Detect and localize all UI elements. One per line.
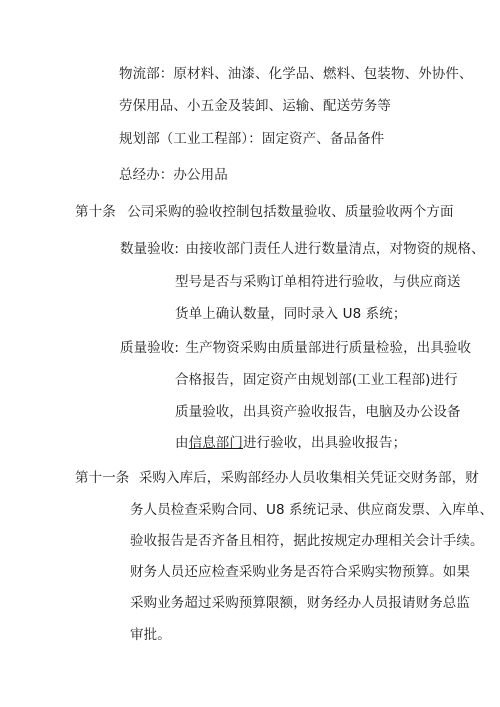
article-11-line-2: 务人员检查采购合同、U8 系统记录、供应商发票、入库单、: [130, 502, 494, 518]
quality-inspection-line-4: [175, 434, 406, 452]
article-11-line-5: 采购业务超过采购预算限额，财务经办人员报请财务总监: [130, 595, 470, 611]
quantity-inspection-line-2: 型号是否与采购订单相符进行验收，与供应商送: [175, 274, 461, 290]
article-10-text: 公司采购的验收控制包括数量验收、质量验收两个方面: [127, 204, 454, 220]
article-10-label: 第十条: [75, 204, 116, 220]
quality-inspection-line-1: [120, 339, 471, 357]
quality-inspection-line-3: 质量验收，出具资产验收报告，电脑及办公设备: [175, 404, 461, 420]
quantity-inspection-line-3: 货单上确认数量，同时录入 U8 系统；: [175, 306, 407, 322]
article-11-label: 第十一条: [75, 470, 130, 486]
article-11-line-6: 审批。: [130, 627, 171, 643]
quality-inspection-line-2: 合格报告，固定资产由规划部(工业工程部)进行: [175, 372, 458, 388]
dept-logistics-line-2: 劳保用品、小五金及装卸、运输、配送劳务等: [119, 98, 391, 114]
article-11-line-3: 验收报告是否齐备且相符，据此按规定办理相关会计手续。: [130, 533, 484, 549]
quality-inspection-text-1: 生产物资采购由质量部进行质量检验，出具验收: [185, 340, 472, 356]
dept-logistics-line-1: 物流部：原材料、油漆、化学品、燃料、包装物、外协件、: [119, 66, 473, 82]
quality-inspection-label: 质量验收:: [120, 340, 180, 356]
quantity-inspection-line-1: [120, 240, 485, 258]
article-11-text-1: 采购入库后，采购部经办人员收集相关凭证交财务部，财: [138, 470, 479, 486]
quantity-inspection-label: 数量验收:: [120, 241, 180, 257]
article-11-line-1: [75, 469, 479, 487]
dept-planning: 规划部（工业工程部）：固定资产、备品备件: [119, 131, 385, 147]
article-11-line-4: 财务人员还应检查采购业务是否符合采购实物预算。如果: [130, 564, 470, 580]
quantity-inspection-text-1: 由接收部门责任人进行数量清点，对物资的规格、: [185, 241, 485, 257]
article-10-heading: [75, 203, 454, 221]
quality-inspection-line-4-prefix: 由: [175, 435, 189, 451]
quality-inspection-line-4-suffix: 进行验收，出具验收报告；: [243, 435, 407, 451]
info-dept-underlined: 信息部门: [188, 435, 244, 451]
dept-general-office: 总经办：办公用品: [119, 167, 228, 183]
